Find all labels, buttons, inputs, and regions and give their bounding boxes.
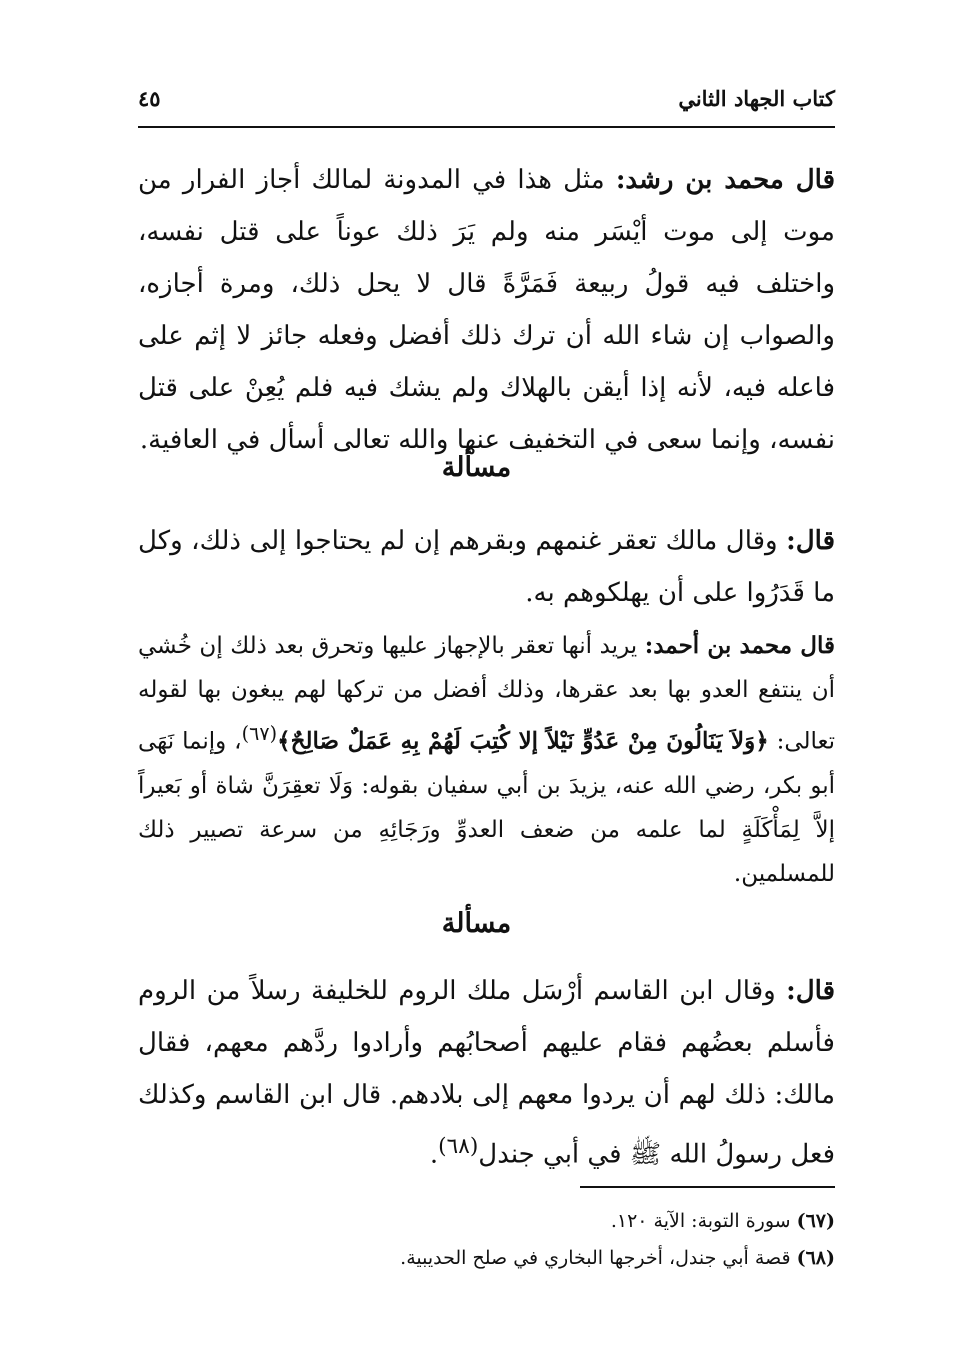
paragraph-text: وقال ابن القاسم أرْسَل ملك الروم للخليفة رسلاً من الروم فأسلم بعضُهم فقام عليهم أصحابُهم وأرادوا ردَّهم معهم، فقال مالك: ذلك لهم أن يردوا معهم إلى بلادهم. قال ابن القاسم وكذلك فعل رسولُ الله ﷺ في أبي جندل bbox=[138, 976, 835, 1170]
running-title: كتاب الجهاد الثاني bbox=[678, 86, 835, 111]
section-heading: مسألة bbox=[441, 908, 512, 939]
footnote-text: سورة التوبة: الآية ١٢٠. bbox=[610, 1210, 791, 1232]
paragraph-lead: قال: bbox=[786, 526, 835, 556]
footnote-text: قصة أبي جندل، أخرجها البخاري في صلح الحديبية. bbox=[400, 1247, 791, 1269]
section-heading: مسألة bbox=[441, 452, 512, 483]
paragraph-text: مثل هذا في المدونة لمالك أجاز الفرار من موت إلى موت أيْسَر منه ولم يَرَ ذلك عوناً على قتل نفسه، واختلف فيه قولُ ربيعة فَمَرَّةً قال لا يحل ذلك، ومرة أجازه، والصواب إن شاء الله أن ترك ذلك أفضل وفعله جائز لا إثم على فاعله فيه، لأنه إذا أيقن بالهلاك ولم يشك فيه فلم يُعِنْ على قتل نفسه، وإنما سعى في التخفيف عنها والله تعالى أسأل في العافية. bbox=[138, 165, 835, 455]
footnote-ref: (٦٨) bbox=[438, 1134, 479, 1159]
footnote-number: (٦٨) bbox=[796, 1247, 835, 1269]
paragraph-malik-livestock bbox=[138, 515, 835, 619]
footnote-ref: (٦٧) bbox=[241, 722, 278, 745]
paragraph-ibn-qasim bbox=[138, 965, 835, 1181]
paragraph-text: . bbox=[429, 1139, 439, 1170]
footnote-number: (٦٧) bbox=[796, 1210, 835, 1232]
paragraph-text: وقال مالك تعقر غنمهم وبقرهم إن لم يحتاجوا إلى ذلك، وكل ما قَدَرُوا على أن يهلكوهم به. bbox=[138, 526, 835, 608]
paragraph-lead: قال محمد بن أحمد: bbox=[644, 632, 836, 659]
paragraph-text: ، وإنما نَهَى أبو بكر، رضي الله عنه، يزيدَ بن أبي سفيان بقوله: وَلَا تعقِرَنَّ شاة أو بَعيراً إلاَّ لِمَأْكَلَةٍ لما علمه من ضعف العدوِّ ورَجَائِهِ من سرعة تصيير ذلك للمسلمين. bbox=[138, 728, 835, 887]
paragraph-text: يريد أنها تعقر بالإجهاز عليها وتحرق بعد ذلك إن خُشي أن ينتفع العدو بها بعد عقرها، وذلك أفضل من تركها لهم يبغون بها لقوله تعالى: bbox=[138, 633, 836, 755]
footnote-separator bbox=[580, 1186, 835, 1188]
paragraph-ibn-ahmad bbox=[138, 624, 835, 896]
page-header bbox=[138, 82, 835, 128]
footnote-67 bbox=[138, 1208, 835, 1234]
page-number: ٤٥ bbox=[138, 86, 161, 111]
footnote-68 bbox=[138, 1245, 835, 1271]
paragraph-lead: قال محمد بن رشد: bbox=[615, 165, 835, 195]
paragraph-ibn-rushd bbox=[138, 154, 835, 466]
paragraph-lead: قال: bbox=[786, 976, 835, 1006]
quran-verse: ﴿وَلاَ يَنَالُونَ مِنْ عَدُوٍّ نَيْلاً إلا كُتِبَ لَهُمْ بِهِ عَمَلٌ صَالِحٌ﴾ bbox=[277, 727, 769, 755]
